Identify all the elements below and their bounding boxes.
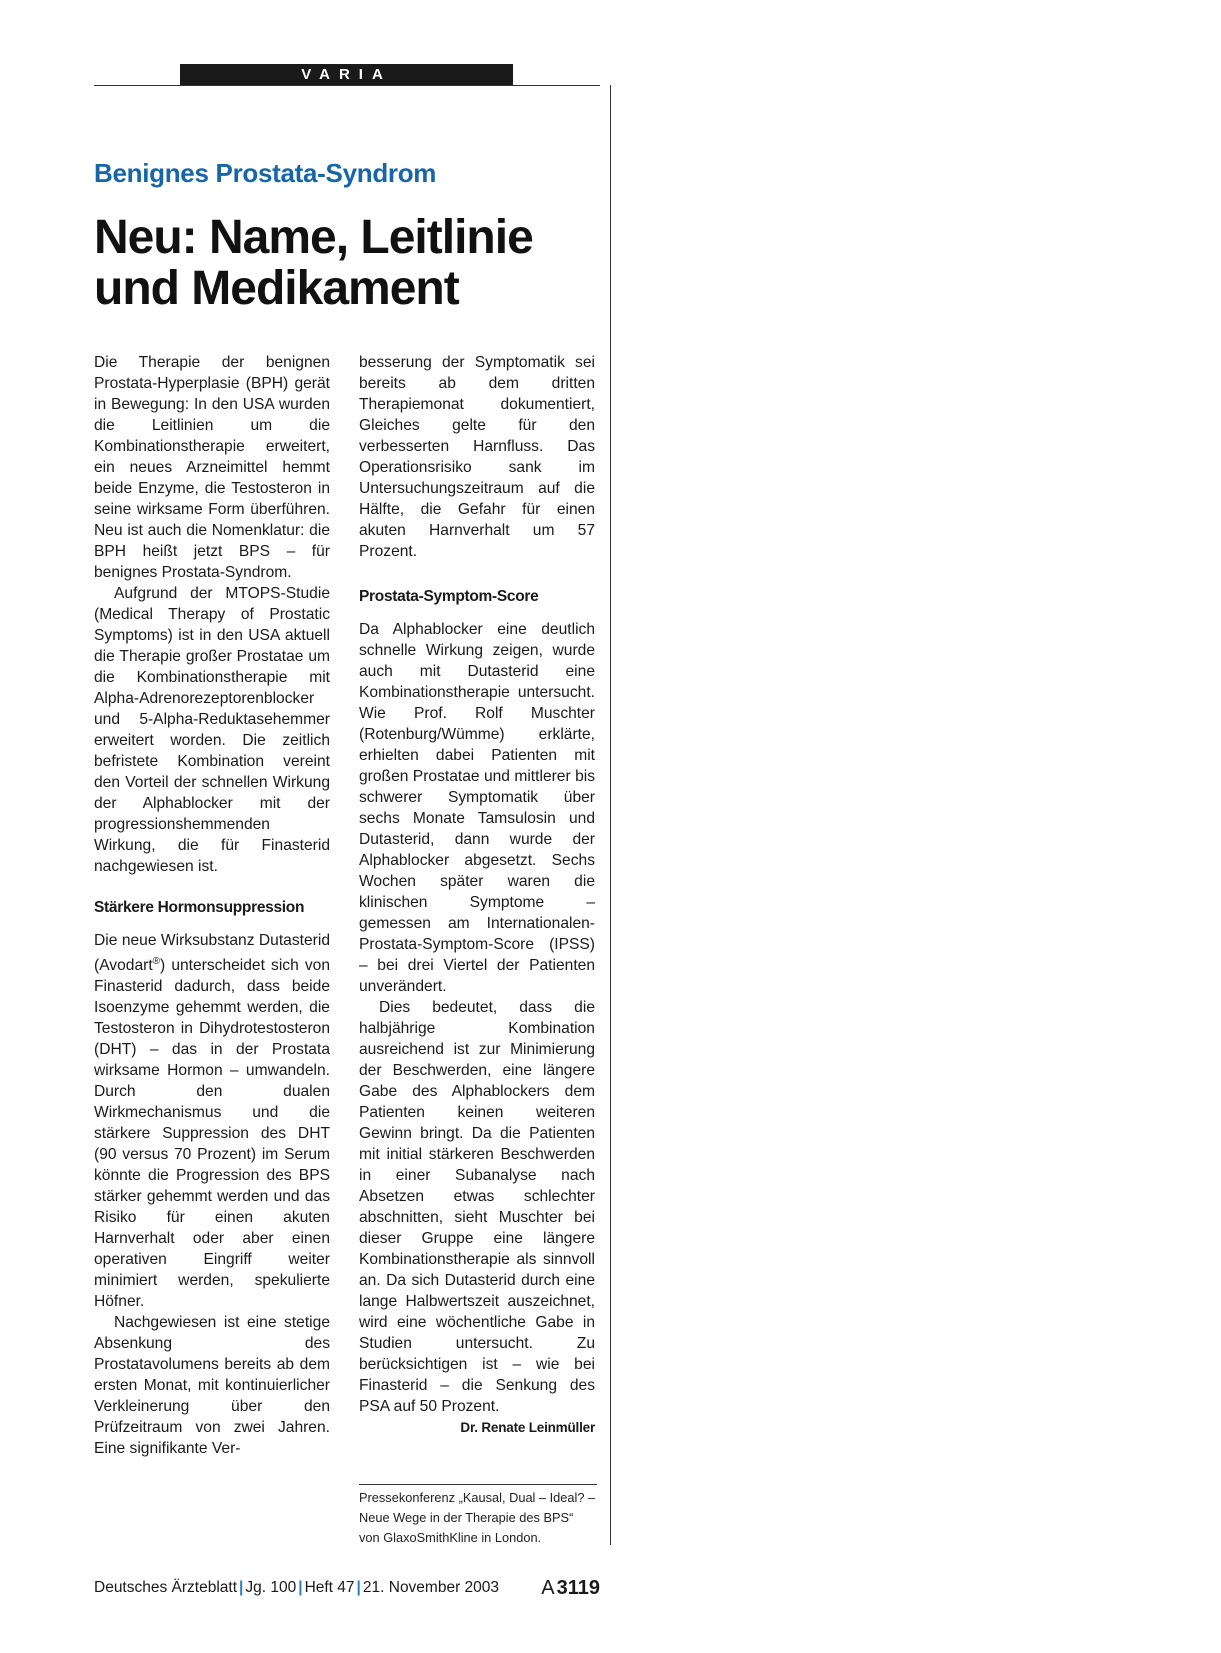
- header-rule: [94, 85, 600, 86]
- source-note: Pressekonferenz „Kausal, Dual – Ideal? – Neue Wege in der Therapie des BPS“ von GlaxoSmithKline in London.: [359, 1484, 597, 1548]
- journal-volume: Jg. 100: [245, 1579, 297, 1596]
- paragraph: Da Alphablocker eine deutlich schnelle Wirkung zeigen, wurde auch mit Dutasterid eine Kombinationstherapie untersucht. Wie Prof. Rolf Muschter (Rotenburg/Wümme) erklärte, erhielten dabei Patienten mit großen Prostatae und mittlerer bis schwerer Symptomatik über sechs Monate Tamsulosin und Dutasterid, dann wurde der Alphablocker abgesetzt. Sechs Wochen später waren die klinischen Symptome – gemessen am Internationalen-Prostata-Symptom-Score (IPSS) – bei drei Viertel der Patienten unverändert.: [359, 621, 595, 995]
- left-column: [94, 352, 330, 1459]
- column-rule: [610, 85, 611, 1545]
- page-prefix: A: [541, 1577, 555, 1599]
- registered-mark: ®: [152, 956, 161, 967]
- footer-separator: |: [298, 1579, 303, 1596]
- subheading: Stärkere Hormonsuppression: [94, 899, 305, 916]
- article-headline: [94, 212, 604, 314]
- page-number: [541, 1575, 600, 1601]
- headline-line-1: Neu: Name, Leitlinie: [94, 211, 533, 264]
- paragraph: [359, 997, 595, 1435]
- page-number-value: 3119: [556, 1577, 600, 1599]
- paragraph: [94, 930, 330, 1312]
- journal-date: 21. November 2003: [362, 1579, 500, 1596]
- footer-separator: |: [239, 1579, 244, 1596]
- subheading: Prostata-Symptom-Score: [359, 588, 539, 605]
- headline-line-2: und Medikament: [94, 262, 459, 315]
- journal-issue: Heft 47: [304, 1579, 355, 1596]
- text-span: ) unterscheidet sich von Finasterid dadurch, dass beide Isoenzyme gehemmt werden, die Testosteron in Dihydrotestosteron (DHT) – das in der Prostata wirksame Hormon – umwandeln. Durch den dualen Wirkmechanismus und die stärkere Suppression des DHT (90 versus 70 Prozent) im Serum könnte die Progression des BPS stärker gehemmt werden und das Risiko für einen akuten Harnverhalt oder aber einen operativen Eingriff weiter minimiert werden, spekulierte Höfner.: [94, 957, 330, 1311]
- journal-name: Deutsches Ärzteblatt: [94, 1579, 238, 1596]
- footer-separator: |: [356, 1579, 361, 1596]
- page-footer: [94, 1575, 600, 1601]
- paragraph: Aufgrund der MTOPS-Studie (Medical Therapy of Prostatic Symptoms) ist in den USA aktuell die Therapie großer Prostatae um die Kombinationstherapie mit Alpha-Adrenorezeptorenblocker und 5-Alpha-Reduktasehemmer erweitert worden. Die zeitlich befristete Kombination vereint den Vorteil der schnellen Wirkung der Alphablocker mit der progressionshemmenden Wirkung, die für Finasterid nachgewiesen ist.: [94, 585, 330, 875]
- paragraph: besserung der Symptomatik sei bereits ab dem dritten Therapiemonat dokumentiert, Gleiches gelte für den verbesserten Harnfluss. Das Operationsrisiko sank im Untersuchungszeitraum auf die Hälfte, die Gefahr für einen akuten Harnverhalt um 57 Prozent.: [359, 354, 595, 560]
- article-kicker: Benignes Prostata-Syndrom: [94, 158, 437, 188]
- paragraph: Die Therapie der benignen Prostata-Hyperplasie (BPH) gerät in Bewegung: In den USA wurden die Leitlinien um die Kombinationstherapie erweitert, ein neues Arzneimittel hemmt beide Enzyme, die Testosteron in seine wirksame Form überführen. Neu ist auch die Nomenklatur: die BPH heißt jetzt BPS – für benignes Prostata-Syndrom.: [94, 354, 330, 581]
- author-name: Dr. Renate Leinmüller: [460, 1420, 595, 1435]
- text-span: Die neue Wirksubstanz Dutasterid (Avodart: [94, 932, 330, 975]
- section-label: VARIA: [180, 64, 513, 85]
- paragraph: Nachgewiesen ist eine stetige Absenkung des Prostatavolumens bereits ab dem ersten Monat, mit kontinuierlicher Verkleinerung über den Prüfzeitraum von zwei Jahren. Eine signifikante Ver-: [94, 1314, 330, 1458]
- text-span: Dies bedeutet, dass die halbjährige Kombination ausreichend ist zur Minimierung der Beschwerden, eine längere Gabe des Alphablockers dem Patienten keinen weiteren Gewinn bringt. Da die Patienten mit initial stärkeren Beschwerden in einer Subanalyse nach Absetzen etwas schlechter abschnitten, sieht Muschter bei dieser Gruppe eine längere Kombinationstherapie als sinnvoll an. Da sich Dutasterid durch eine lange Halbwertszeit auszeichnet, wird eine wöchentliche Gabe in Studien untersucht. Zu berücksichtigen ist – wie bei Finasterid – die Senkung des PSA auf 50 Prozent.: [359, 999, 595, 1415]
- right-column: [359, 352, 595, 1438]
